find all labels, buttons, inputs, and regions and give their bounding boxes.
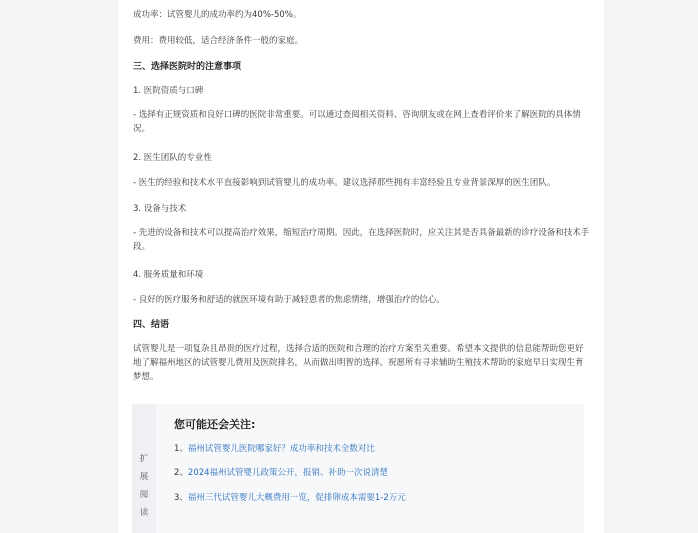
related-item	[174, 442, 375, 454]
side-char: 读	[139, 508, 149, 518]
article-page	[118, 0, 604, 533]
related-item	[174, 466, 388, 478]
side-char: 展	[139, 472, 149, 482]
related-item-number: 1、	[174, 444, 188, 454]
subsection-4-text: - 良好的医疗服务和舒适的就医环境有助于减轻患者的焦虑情绪，增强治疗的信心。	[133, 295, 445, 305]
related-reading-box	[132, 404, 584, 533]
related-item	[174, 491, 406, 503]
subsection-1-text: - 选择有正规资质和良好口碑的医院非常重要。可以通过查阅相关资料、咨询朋友或在网上查看评价来了解医院的具体情况。	[133, 110, 581, 134]
subsection-2-text: - 医生的经验和技术水平直接影响到试管婴儿的成功率。建议选择那些拥有丰富经验且专业背景深厚的医生团队。	[133, 178, 556, 188]
conclusion-text: 试管婴儿是一项复杂且昂贵的医疗过程，选择合适的医院和合理的治疗方案至关重要。希望本文提供的信息能帮助您更好地了解福州地区的试管婴儿费用及医院排名，从而做出明智的选择。祝愿所有寻求辅助生殖技术帮助的家庭早日实现生育梦想。	[133, 344, 584, 382]
subsection-3-text: - 先进的设备和技术可以提高治疗效果，缩短治疗周期。因此，在选择医院时，应关注其是否具备最新的诊疗设备和技术手段。	[133, 228, 590, 252]
related-link-3[interactable]: 福州三代试管婴儿大概费用一览，促排卵成本需要1-2万元	[187, 493, 406, 503]
subsection-3-heading: 3. 设备与技术	[133, 204, 187, 214]
side-char: 扩	[139, 454, 149, 464]
subsection-4-heading: 4. 服务质量和环境	[133, 270, 204, 280]
subsection-2-heading: 2. 医生团队的专业性	[133, 153, 212, 163]
cost-text: 费用：费用较低，适合经济条件一般的家庭。	[133, 36, 304, 46]
related-item-number: 2、	[174, 468, 188, 478]
section-3-heading: 三、选择医院时的注意事项	[133, 62, 242, 72]
related-link-1[interactable]: 福州试管婴儿医院哪家好？成功率和技术全数对比	[187, 444, 375, 454]
related-link-2[interactable]: 2024福州试管婴儿政策公开，报销、补助一次说清楚	[187, 468, 389, 478]
side-char: 阅	[139, 490, 149, 500]
success-rate-text: 成功率：试管婴儿的成功率约为40%-50%。	[133, 10, 302, 20]
section-4-heading: 四、结语	[133, 320, 170, 330]
related-title: 您可能还会关注:	[174, 418, 256, 431]
subsection-1-heading: 1. 医院资质与口碑	[133, 86, 204, 96]
extended-reading-label	[132, 404, 156, 533]
related-item-number: 3、	[174, 493, 188, 503]
